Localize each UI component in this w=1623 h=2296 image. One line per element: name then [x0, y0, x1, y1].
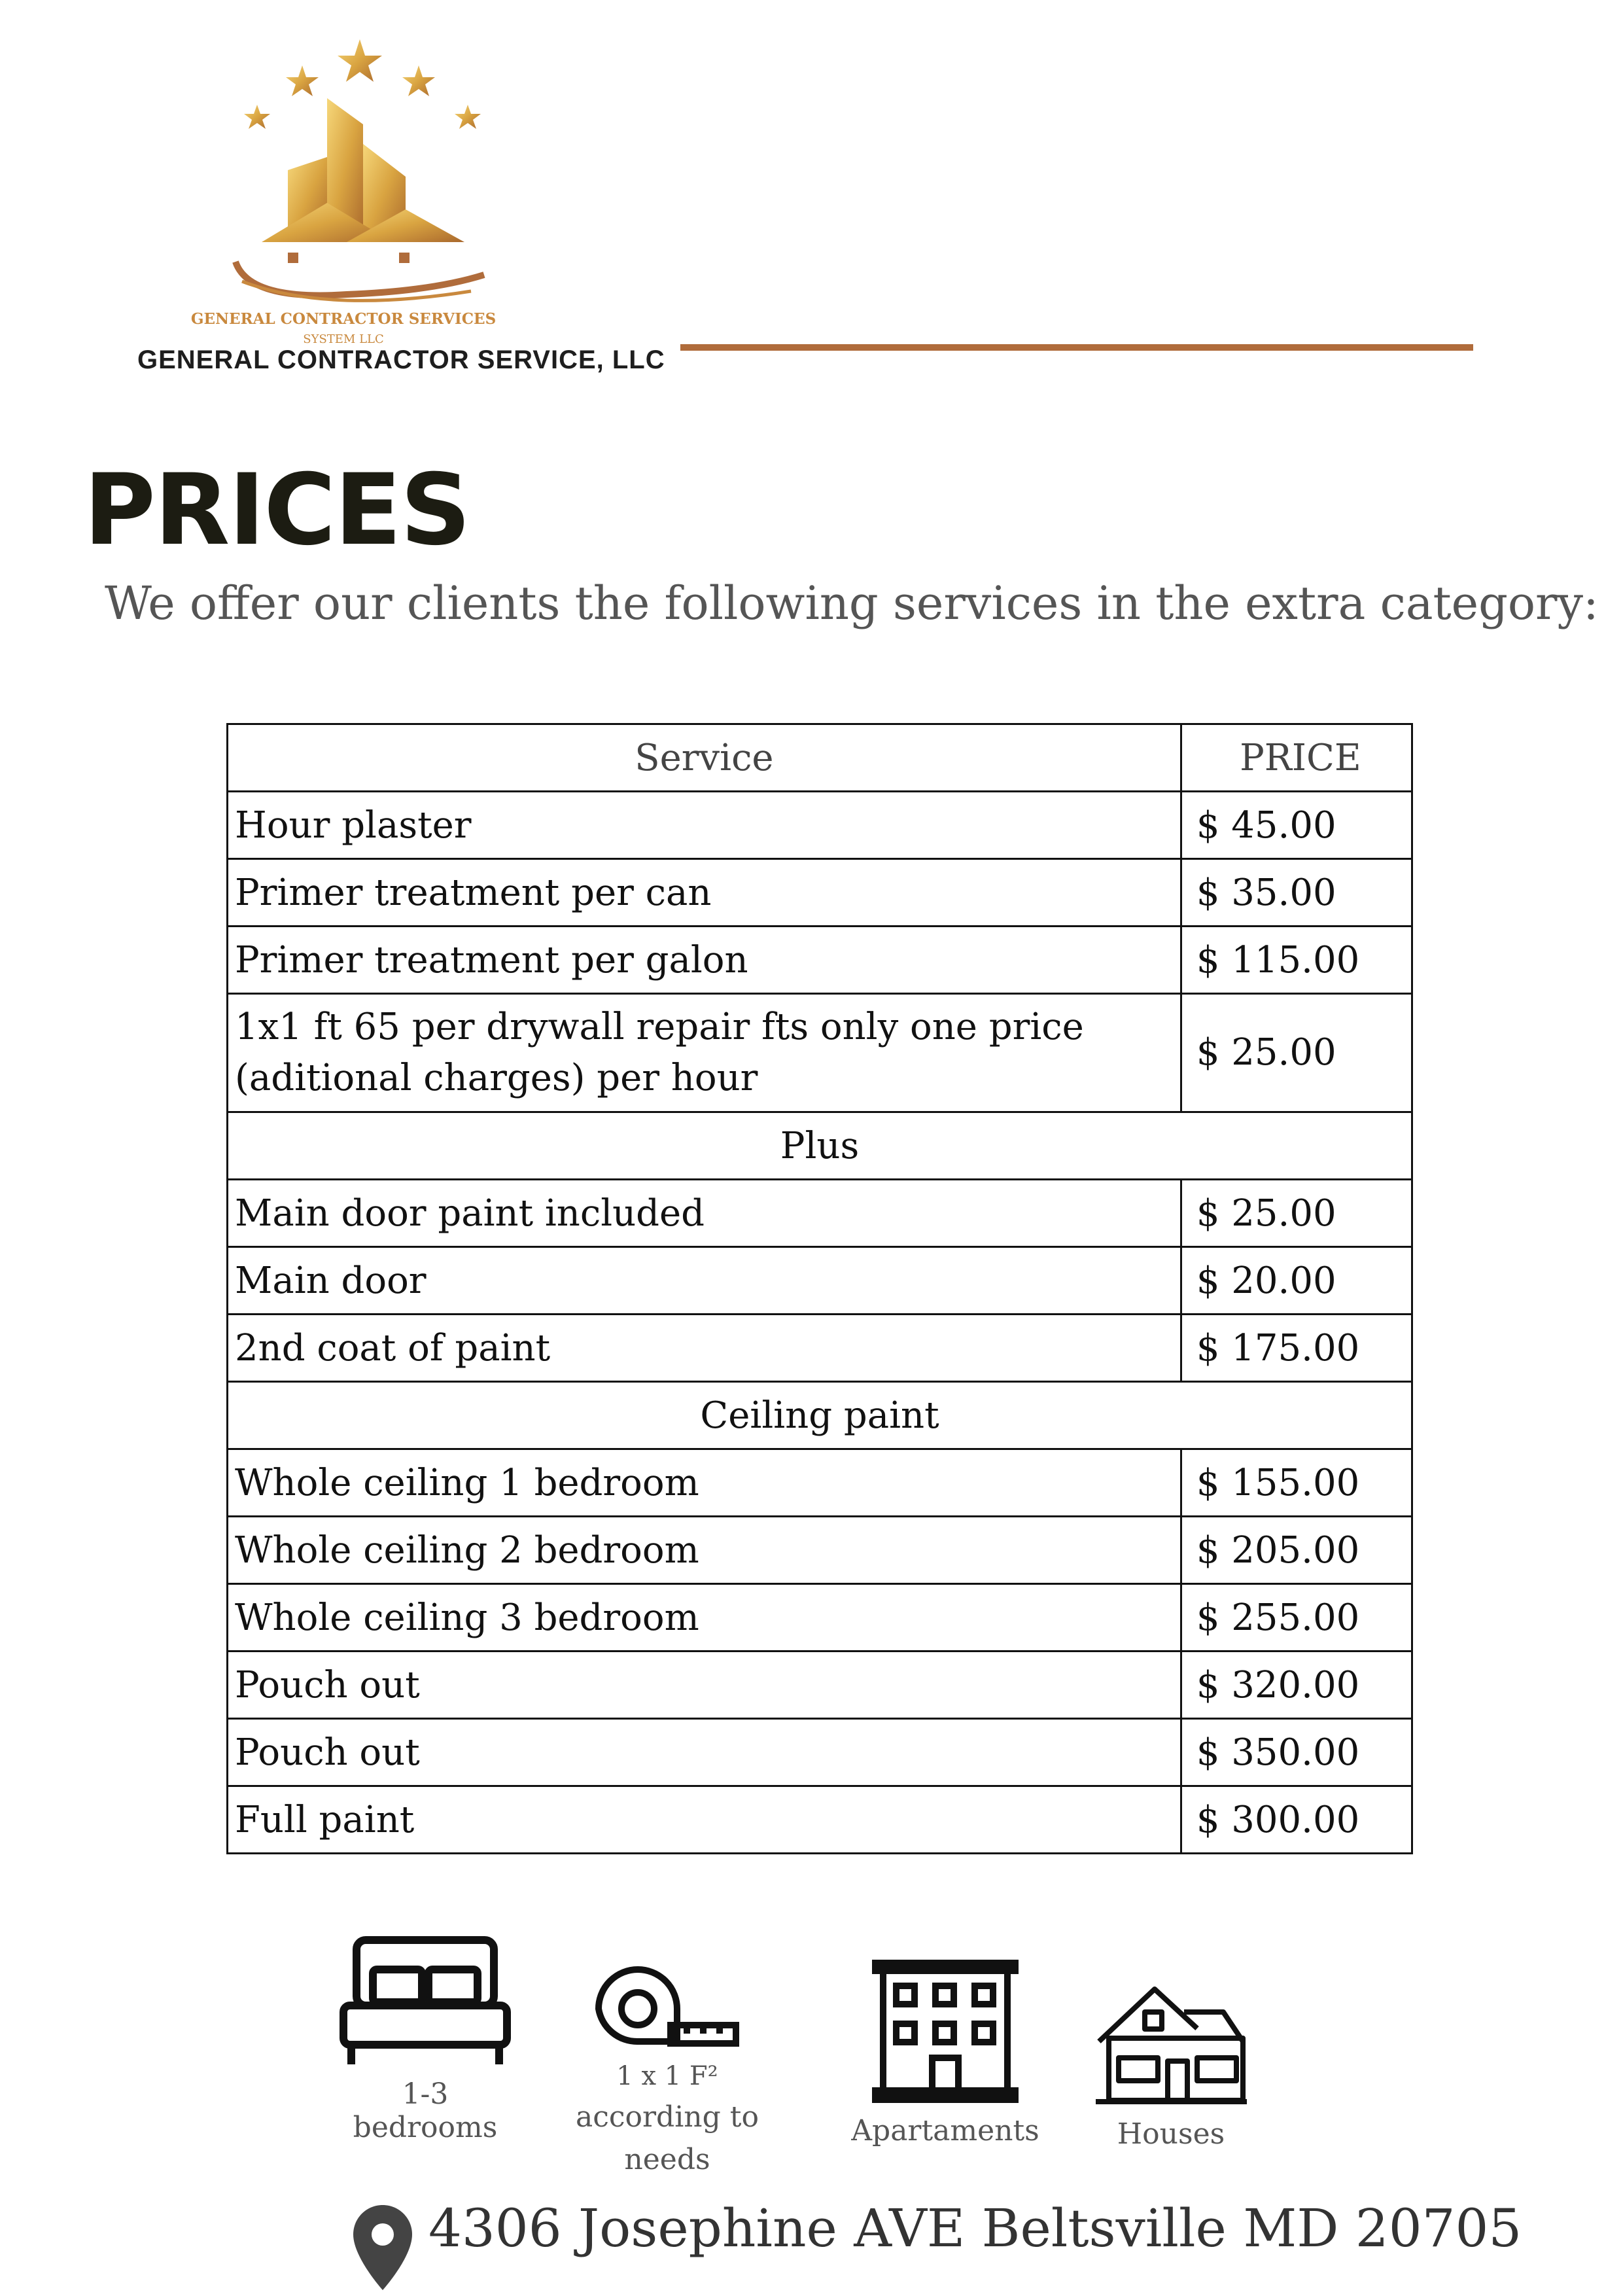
- service-cell: 1x1 ft 65 per drywall repair fts only one price (aditional charges) per hour: [228, 994, 1181, 1112]
- feature-apartments: [850, 1960, 1040, 2147]
- price-cell: $ 35.00: [1181, 859, 1412, 927]
- feature-houses: [1079, 1983, 1263, 2151]
- logo-text-line2: SYSTEM LLC: [303, 332, 384, 346]
- price-cell: $ 300.00: [1181, 1786, 1412, 1854]
- feature-bedrooms: [334, 1934, 517, 2144]
- price-cell: $ 350.00: [1181, 1719, 1412, 1786]
- section-heading: Ceiling paint: [228, 1382, 1412, 1449]
- section-heading: Plus: [228, 1112, 1412, 1180]
- house-icon: [1092, 1983, 1249, 2107]
- price-cell: $ 115.00: [1181, 927, 1412, 994]
- service-cell: Pouch out: [228, 1651, 1181, 1719]
- company-logo: [131, 26, 550, 353]
- table-row: [228, 1651, 1412, 1719]
- service-cell: Pouch out: [228, 1719, 1181, 1786]
- stars-icon: [244, 39, 481, 129]
- address-text: 4306 Josephine AVE Beltsville MD 20705: [428, 2198, 1522, 2259]
- price-cell: $ 25.00: [1181, 994, 1412, 1112]
- table-row: [228, 859, 1412, 927]
- table-row: [228, 994, 1412, 1112]
- table-row: [228, 1449, 1412, 1517]
- tape-measure-icon: [592, 1956, 742, 2055]
- service-cell: Whole ceiling 1 bedroom: [228, 1449, 1181, 1517]
- section-row-plus: [228, 1112, 1412, 1180]
- feature-label-line3: needs: [624, 2143, 710, 2176]
- service-cell: Primer treatment per can: [228, 859, 1181, 927]
- service-cell: Whole ceiling 3 bedroom: [228, 1584, 1181, 1651]
- price-cell: $ 205.00: [1181, 1517, 1412, 1584]
- bed-icon: [337, 1934, 514, 2071]
- feature-label: Apartaments: [851, 2114, 1039, 2147]
- service-cell: Main door: [228, 1247, 1181, 1315]
- location-pin-icon: [353, 2205, 412, 2290]
- service-cell: 2nd coat of paint: [228, 1315, 1181, 1382]
- price-cell: $ 45.00: [1181, 792, 1412, 859]
- feature-label-line1: 1 x 1 F²: [616, 2061, 718, 2091]
- intro-text: We offer our clients the following services in the extra category:: [105, 576, 1599, 630]
- table-row: [228, 792, 1412, 859]
- apartment-building-icon: [870, 1960, 1021, 2104]
- company-name: GENERAL CONTRACTOR SERVICE, LLC: [137, 345, 665, 374]
- table-row: [228, 1247, 1412, 1315]
- price-cell: $ 155.00: [1181, 1449, 1412, 1517]
- price-cell: $ 175.00: [1181, 1315, 1412, 1382]
- table-header-row: [228, 724, 1412, 792]
- price-cell: $ 320.00: [1181, 1651, 1412, 1719]
- column-header-service: Service: [228, 724, 1181, 792]
- service-cell: Whole ceiling 2 bedroom: [228, 1517, 1181, 1584]
- service-cell: Full paint: [228, 1786, 1181, 1854]
- section-row-ceiling: [228, 1382, 1412, 1449]
- table-row: [228, 1180, 1412, 1247]
- feature-label-line2: according to: [576, 2100, 759, 2134]
- logo-text-line1: GENERAL CONTRACTOR SERVICES: [190, 310, 497, 328]
- price-table: [226, 723, 1413, 1854]
- buildings-icon: [262, 98, 464, 263]
- table-row: [228, 1315, 1412, 1382]
- table-row: [228, 927, 1412, 994]
- table-row: [228, 1584, 1412, 1651]
- table-row: [228, 1719, 1412, 1786]
- column-header-price: PRICE: [1181, 724, 1412, 792]
- service-cell: Main door paint included: [228, 1180, 1181, 1247]
- header-divider: [680, 344, 1473, 351]
- table-row: [228, 1517, 1412, 1584]
- table-row: [228, 1786, 1412, 1854]
- price-cell: $ 25.00: [1181, 1180, 1412, 1247]
- price-cell: $ 20.00: [1181, 1247, 1412, 1315]
- price-cell: $ 255.00: [1181, 1584, 1412, 1651]
- feature-label: 1-3 bedrooms: [353, 2077, 498, 2144]
- service-cell: Primer treatment per galon: [228, 927, 1181, 994]
- page-title: PRICES: [84, 453, 470, 567]
- service-cell: Hour plaster: [228, 792, 1181, 859]
- feature-label: Houses: [1117, 2117, 1225, 2151]
- logo-graphic: [131, 26, 550, 353]
- feature-measure: [576, 1956, 759, 2176]
